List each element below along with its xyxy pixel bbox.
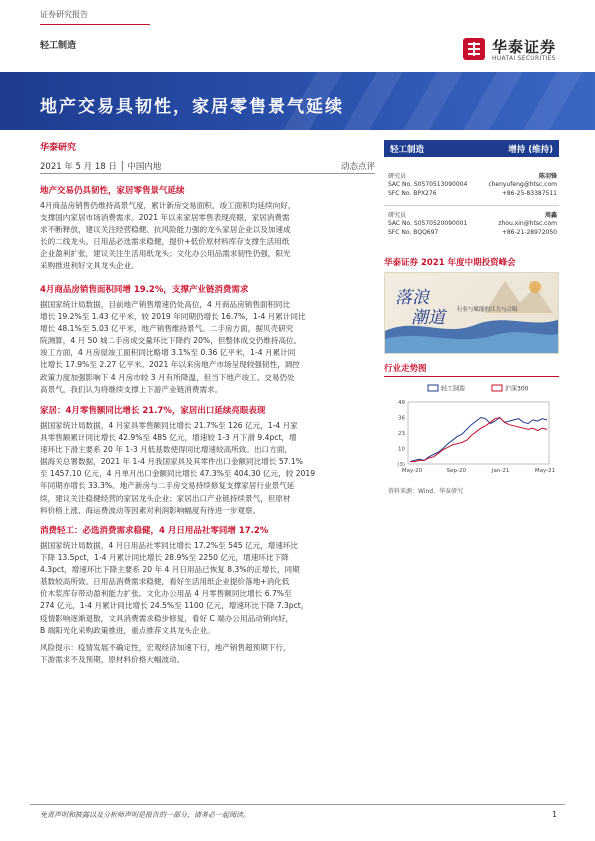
page-number: 1 [552, 810, 558, 819]
poster-subtitle: 行业与赋能的江力与合唱 [457, 307, 518, 313]
y-tick-label: 49 [398, 400, 405, 406]
section-3 [40, 404, 375, 517]
section-heading: 地产交易仍具韧性，家居零售景气延续 [40, 186, 185, 196]
industry-label: 轻工制造 [390, 145, 425, 155]
analyst-phone: +86-21-28972050 [501, 229, 557, 236]
trend-title: 行业走势图 [384, 364, 427, 374]
sector-label: 轻工制造 [40, 41, 77, 51]
section-1 [40, 184, 375, 273]
section-2 [40, 283, 375, 396]
risk-warning [40, 638, 375, 666]
poster-art [385, 273, 559, 354]
title-banner [0, 72, 595, 130]
report-region: 中国内地 [127, 162, 162, 172]
analyst-phone: +86-25-83387511 [501, 190, 557, 197]
header-divider [40, 24, 150, 25]
org-name: 华泰研究 [40, 143, 77, 153]
analyst-sac: SAC No. S0570520090001 [388, 219, 468, 227]
section-body: 4月商品房销售仍维持高景气度，累计新房交易面积、竣工面积均延续向好， 支撑国内家居市场消费需求。2021 年以来家居零售表现亮眼，家居消费需 求不断释放，建议关注经营稳健、抗风险能力强的龙头家居企业以及加速成 长的二线龙头。日用品必选需求稳健，提价+低价原材料库存支撑生活用纸 企业盈利扩张，建议关注生活用纸龙头；文化办公用品需求韧性仍强，阳光 采购推进利好文具龙头企业。 [40, 201, 296, 271]
legend-swatch [428, 385, 438, 391]
date-region: 2021 年 5 月 18 日 │ 中国内地 [40, 162, 162, 172]
plot-frame [408, 402, 549, 464]
conference-title: 华泰证券 2021 年度中期投资峰会 [384, 258, 516, 268]
y-tick-label: 36 [398, 415, 405, 422]
legend-swatch [492, 385, 502, 391]
rating-bar [384, 140, 559, 157]
section-heading: 消费轻工：必选消费需求稳健，4 月日用品社零同增 17.2% [40, 526, 269, 536]
analyst-sfc: SFC No. BQQ697 [388, 229, 439, 236]
rating-label: 增持 (维持) [508, 145, 553, 155]
y-tick-label: (3) [397, 462, 405, 468]
analyst-card [384, 210, 559, 239]
analyst-email[interactable]: chenyufeng@htsc.com [488, 180, 557, 188]
section-body: 据国家统计局数据，目前地产销售增速仍处高位，4 月商品房销售面积同比 增长 19.2%至 1.43 亿平米，较 2019 年同期仍增长 16.7%，1-4 月累计同比 增长 48.1%至 5.03 亿平米，地产销售维持景气。二手房方面，据贝壳研究 院测算，4 月 50 城二手房成交量环比下降约 20%，但整体成交仍维持高位。 竣工方面，4 月房屋竣工面积同比略增 3.1%至 0.36 亿平米，1-4 月累计同 比增长 17.9%至 2.27 亿平米。2021 年以来房地产市场呈现较强韧性，调控 政策力度加强影响下 4 月房市较 3 月有所降温，但当下地产竣工、交易仍处 高景气，我们认为将继续支撑上下游产业链消费需求。 [40, 300, 306, 394]
legend-label: 沪深300 [505, 385, 529, 393]
analyst-sac: SAC No. S0570513090004 [388, 180, 468, 188]
series-line-1 [410, 418, 547, 462]
logo-cn-text: 华泰证券 [492, 38, 557, 56]
analyst-role: 研究员 [388, 173, 407, 180]
dateline [40, 158, 375, 174]
analyst-email[interactable]: zhou.xin@htsc.com [498, 219, 557, 227]
chart-source: 资料来源：Wind，华泰研究 [388, 488, 464, 495]
trend-divider [384, 376, 559, 377]
risk-body: 风险提示：疫情发展不确定性，宏观经济加速下行，地产销售超预期下行， 下游需求不及预期，原材料价格大幅波动。 [40, 643, 291, 665]
y-tick-label: 23 [398, 431, 405, 437]
report-title: 地产交易具韧性，家居零售景气延续 [40, 97, 344, 117]
series-line-2 [410, 418, 547, 462]
legend-label: 轻工制造 [441, 385, 466, 393]
section-4 [40, 524, 375, 637]
analyst-divider [384, 205, 559, 206]
report-date: 2021 年 5 月 18 日 [40, 162, 117, 172]
disclaimer-note: 免责声明和披露以及分析师声明是报告的一部分，请务必一起阅读。 [40, 811, 250, 819]
x-tick-label: May-20 [401, 468, 423, 474]
industry-trend-chart [384, 380, 559, 480]
analyst-role: 研究员 [388, 212, 407, 219]
y-tick-label: 10 [398, 446, 405, 453]
section-heading: 4月商品房销售面积同增 19.2%，支撑产业链消费需求 [40, 285, 249, 295]
analyst-name: 周鑫 [544, 212, 557, 219]
poster-title-1: 落浪 [395, 288, 429, 308]
x-tick-label: May-21 [534, 468, 556, 474]
poster-title-2: 潮道 [411, 308, 445, 328]
huatai-logo-icon [462, 37, 486, 61]
report-kind: 动态点评 [340, 162, 375, 172]
section-heading: 家居：4月零售额同比增长 21.7%，家居出口延续亮眼表现 [40, 406, 266, 416]
trend-chart-svg [384, 380, 559, 480]
conference-poster [384, 272, 559, 354]
analyst-sfc: SFC No. BPX276 [388, 190, 437, 197]
x-tick-label: Jan-21 [491, 468, 510, 474]
footer-divider [30, 804, 565, 805]
x-tick-label: Sep-20 [446, 468, 467, 474]
section-body: 据国家统计局数据，4 月日用品社零同比增长 17.2%至 545 亿元，增速环比 下降 13.5pct，1-4 月累计同比增长 28.9%至 2250 亿元，增速环比下降 4.3pct，增速环比下降主要系 20 年 4 月日用品已恢复 8.3%的正增长，同期 基数较高所致。日用品消费需求稳健，看好生活用纸企业提价落地+消化低 价木浆库存带动盈利能力扩张。文化办公用品 4 月零售额同比增长 6.7%至 274 亿元，1-4 月累计同比增长 24.5%至 1100 亿元，增速环比下降 7.3pct， 疫情影响逐渐退散，文具消费需求稳步修复，看好 C 端办公用品动销向好， B 端阳光化采购政策推进，重点推荐文具龙头企业。 [40, 541, 309, 635]
logo-en-text: HUATAI SECURITIES [492, 55, 556, 62]
section-body: 据国家统计局数据，4 月家具零售额同比增长 21.7%至 126 亿元，1-4 月家 具零售额累计同比增长 42.9%至 485 亿元，增速较 1-3 月下滑 9.4pct，增 速环比下滑主要系 20 年 1-3 月低基数使得同比增速较高所致。出口方面， 据海关总署数据，2021 年 1-4 月我国家具及其零件出口金额同比增长 57.1% 至 1457.10 亿元，4 月单月出口金额同比增长 47.3%至 404.30 亿元，较 2019 年同期亦增长 33.3%。地产新房与二手房交易持续修复支撑家居行业景气延 续，建议关注稳健经营的家居龙头企业；家居出口产业链持续景气，但原材 料价格上涨、海运费波动等因素对利润影响幅度有待进一步观察。 [40, 421, 316, 515]
analyst-name: 陈羽锋 [538, 173, 557, 180]
huatai-logo [462, 36, 572, 66]
analyst-card [384, 171, 559, 200]
report-type-label: 证券研究报告 [40, 10, 88, 19]
